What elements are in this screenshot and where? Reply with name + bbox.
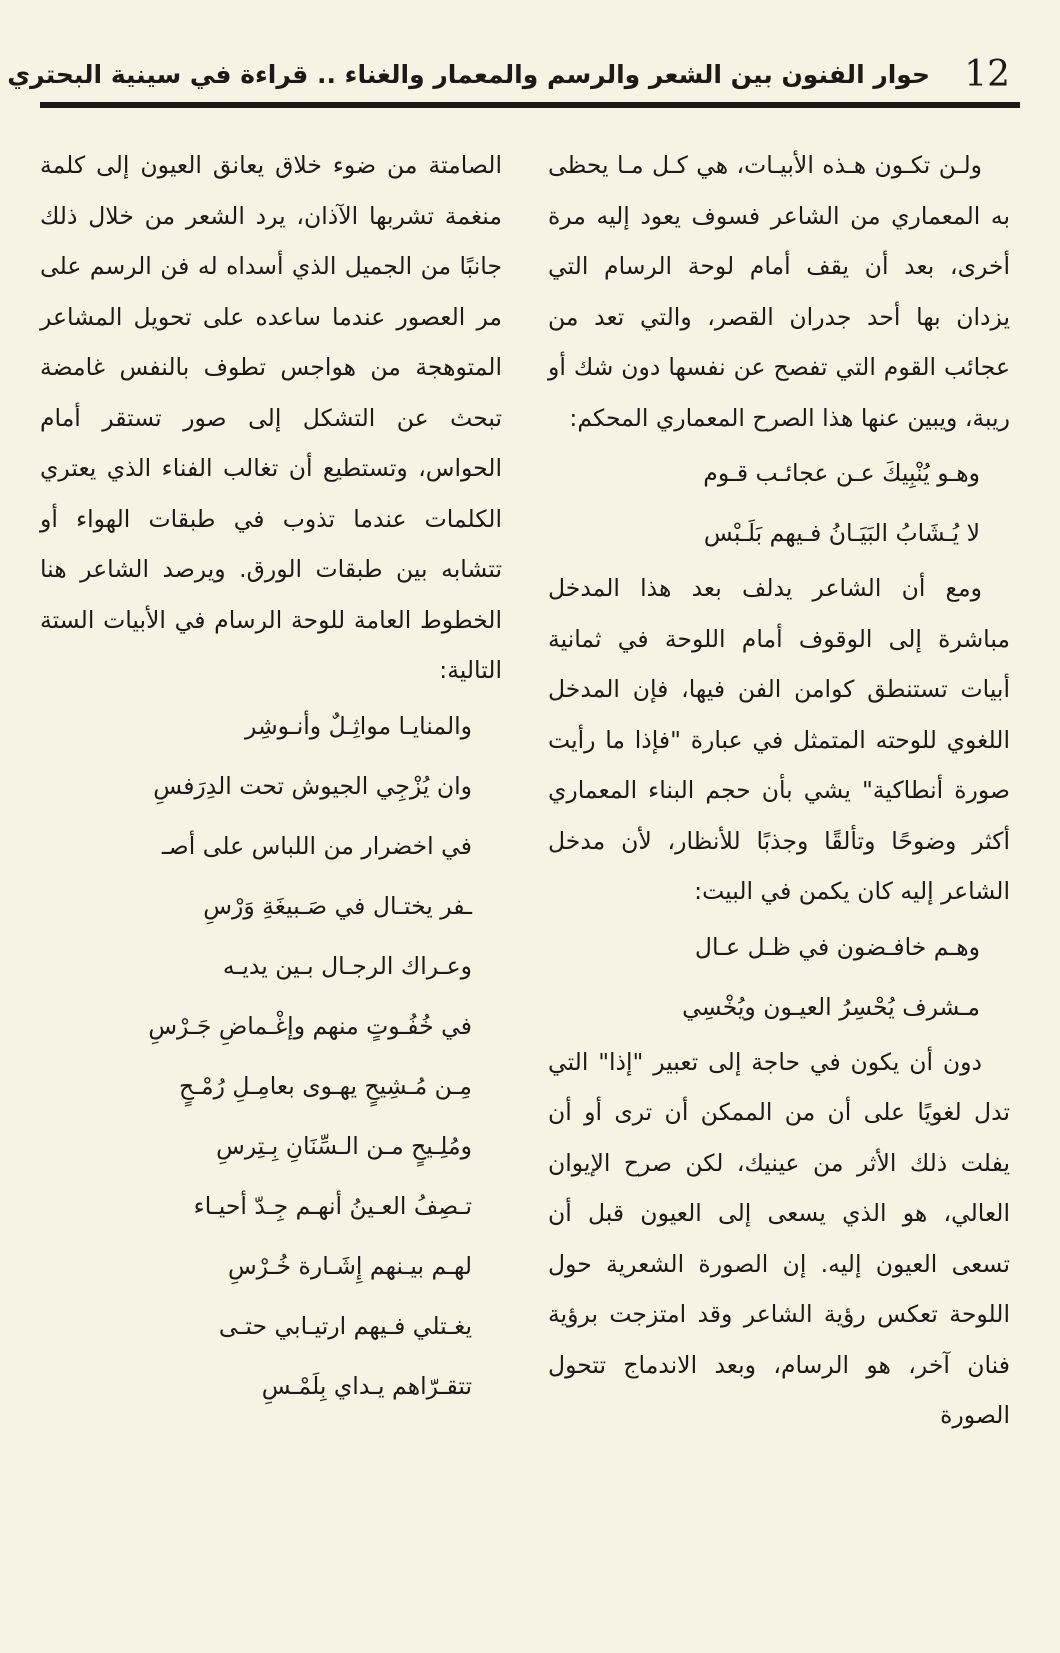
verse-line: في خُفُـوتٍ منهم وإغْـماضِ جَـرْسِ — [148, 1011, 472, 1040]
verse-line: ـفر يختـال في صَـبيغَةِ وَرْسِ — [203, 891, 472, 920]
verse-line: مِـن مُـشِيحٍ يهـوى بعامِـلِ رُمْـحٍ — [178, 1071, 472, 1100]
header-rule — [40, 102, 1020, 108]
verse-line: وهـو يُنْبِيكَ عـن عجائـب قـوم — [703, 459, 980, 487]
verse-line: لا يُـشَابُ البَيَـانُ فـيهم بَلَـبْس — [703, 519, 980, 547]
page-number: 12 — [964, 54, 1010, 95]
verse-line: تتقـرّاهم يـداي بِلَمْـسِ — [261, 1371, 472, 1400]
verse-line: لهـم بيـنهم إِشَـارة خُـرْسِ — [228, 1251, 472, 1280]
verse-line: ومُلِـيحٍ مـن الـسِّنَانِ بِـتِرسِ — [216, 1131, 472, 1160]
verse-line: وهـم خافـضون في ظـل عـال — [694, 932, 980, 961]
running-title: حوار الفنون بين الشعر والرسم والمعمار والغناء .. قراءة في سينية البحتري — [7, 60, 930, 89]
verse-line: في اخضرار من اللباس على أصـ — [161, 831, 472, 860]
paragraph: الصامتة من ضوء خلاق يعانق العيون إلى كلمة منغمة تشربها الآذان، يرد الشعر من خلال ذلك جانبًا من الجميل الذي أسداه له فن الرسم على مر العصور عندما ساعده على تحويل المشاعر المتوهجة من هواجس تطوف بالنفس غامضة تبحث عن التشكل إلى صور تستقر أمام الحواس، وتستطيع أن تغالب الفناء الذي يعتري الكلمات عندما تذوب في طبقات الهواء أو تتشابه بين طبقات الورق. ويرصد الشاعر هنا الخطوط العامة للوحة الرسام في الأبيات الستة التالية: — [40, 151, 502, 684]
paragraph: دون أن يكون في حاجة إلى تعبير "إذا" التي تدل لغويًا على أن من الممكن أن ترى أو أن يفلت ذلك الأثر من عينيك، لكن صرح الإيوان العالي، هو الذي يسعى إلى العيون قبل أن تسعى العيون إليه. إن الصورة الشعرية حول اللوحة تعكس رؤية الشاعر وقد امتزجت برؤية فنان آخر، هو الرسام، وبعد الاندماج تتحول الصورة — [548, 1047, 1010, 1429]
right-column — [548, 140, 1010, 1441]
verse-line: تـصِفُ العـينُ أنهـم جِـدّ أحيـاء — [193, 1191, 472, 1220]
verse-line: وان يُزْجِي الجيوش تحت الدِرَفسِ — [153, 771, 472, 800]
paragraph: ولـن تكـون هـذه الأبيـات، هي كـل مـا يحظى به المعماري من الشاعر فسوف يعود إليه مرة أخرى، بعد أن يقف أمام لوحة الرسام التي يزدان بها أحد جدران القصر، والتي تعد من عجائب القوم التي تفصح عن نفسها دون شك أو ريبة، ويبين عنها هذا الصرح المعماري المحكم: — [548, 151, 1010, 432]
left-column — [40, 140, 502, 1416]
verse-line: والمنايـا مواثِـلٌ وأنـوشِر — [245, 711, 472, 740]
verse-line: يغـتلي فـيهم ارتيـابي حتـى — [218, 1311, 472, 1340]
paragraph: ومع أن الشاعر يدلف بعد هذا المدخل مباشرة إلى الوقوف أمام اللوحة في ثمانية أبيات تستنطق كوامن الفن فيها، فإن المدخل اللغوي للوحته المتمثل في عبارة "فإذا ما رأيت صورة أنطاكية" يشي بأن حجم البناء المعماري أكثر وضوحًا وتألقًا وجذبًا للأنظار، لأن مدخل الشاعر إليه كان يكمن في البيت: — [548, 574, 1010, 905]
verse-line: مـشرف يُحْسِرُ العيـون ويُخْسِي — [682, 992, 980, 1021]
page-header — [7, 44, 1020, 108]
verse-line: وعـراك الرجـال بـين يديـه — [222, 951, 472, 980]
